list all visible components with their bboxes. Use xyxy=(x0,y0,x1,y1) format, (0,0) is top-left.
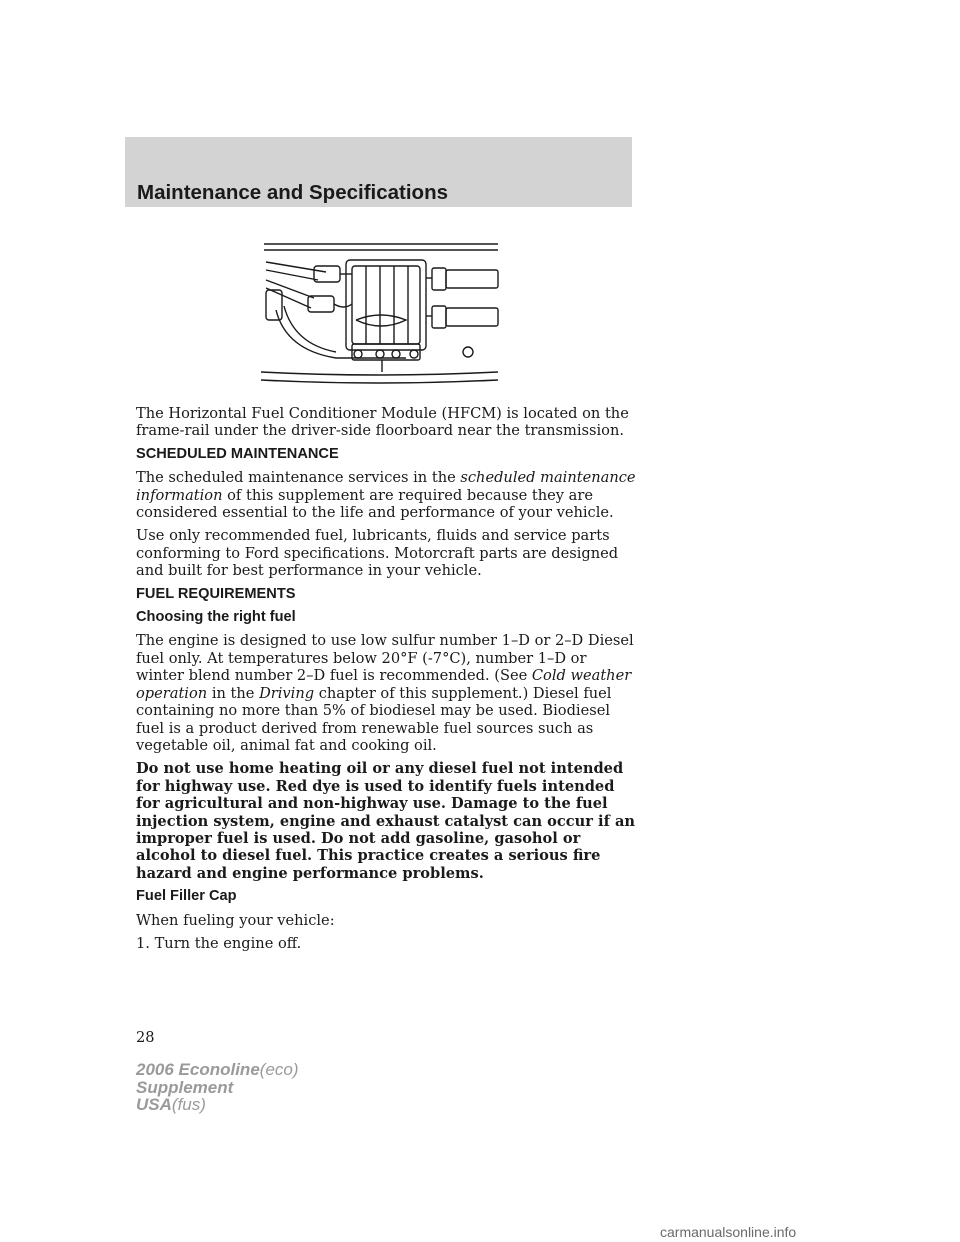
watermark: carmanualsonline.info xyxy=(660,1224,797,1240)
heading-choosing-fuel: Choosing the right fuel xyxy=(136,609,296,626)
footer-market: USA xyxy=(136,1095,172,1115)
footer-market-code: (fus) xyxy=(171,1095,206,1115)
text-run: chapter of this supplement.) Diesel fuel containing no more than 5% of biodiesel may be used. Biodiesel fuel is a product derived from renewable fuel sources such as vegetable oil, animal fat and cooking oil. xyxy=(136,684,612,754)
heading-fuel-requirements: FUEL REQUIREMENTS xyxy=(136,585,296,602)
emphasis-reference: scheduled maintenance information xyxy=(136,469,636,504)
text-run: The engine is designed to use low sulfur number 1–D or 2–D Diesel fuel only. At temperatures below 20°F (-7°C), number 1–D or winter blend number 2–D fuel is recommended. (See xyxy=(136,632,634,685)
footer-line-1 xyxy=(136,1061,299,1079)
page-number: 28 xyxy=(136,1029,155,1046)
section-title: Maintenance and Specifications xyxy=(137,181,448,204)
diesel-fuel-paragraph xyxy=(136,632,636,754)
fuel-warning: Do not use home heating oil or any diesel fuel not intended for highway use. Red dye is used to identify fuels intended for agricultural and non-highway use. Damage to the fuel injection system, engine and exhaust catalyst can occur if an improper fuel is used. Do not add gasoline, gasohol or alcohol to diesel fuel. This practice creates a serious fire hazard and engine performance problems. xyxy=(136,760,636,882)
footer-model-code: (eco) xyxy=(259,1060,299,1079)
footer-edition xyxy=(136,1061,299,1114)
body-text xyxy=(136,405,636,958)
emphasis-reference: Driving xyxy=(259,684,319,702)
recommended-parts-paragraph: Use only recommended fuel, lubricants, fluids and service parts conforming to Ford specifications. Motorcraft parts are designed and built for best performance in your vehicle. xyxy=(136,527,619,580)
text-run: The scheduled maintenance services in the xyxy=(136,469,456,487)
emphasis-reference: Cold weather operation xyxy=(136,667,632,702)
text-run: in the xyxy=(211,684,260,702)
hfcm-illustration xyxy=(256,240,501,386)
footer-model: 2006 Econoline xyxy=(136,1060,260,1079)
fueling-step-1: 1. Turn the engine off. xyxy=(136,934,302,952)
footer-line-3 xyxy=(136,1096,299,1114)
fueling-intro: When fueling your vehicle: xyxy=(136,911,335,929)
heading-fuel-filler-cap: Fuel Filler Cap xyxy=(136,888,237,905)
hfcm-location-paragraph: The Horizontal Fuel Conditioner Module (HFCM) is located on the frame-rail under the driver-side floorboard near the transmission. xyxy=(136,405,629,440)
text-run: of this supplement are required because they are considered essential to the life and performance of your vehicle. xyxy=(136,486,614,522)
footer-line-2: Supplement xyxy=(136,1077,234,1097)
heading-scheduled-maintenance: SCHEDULED MAINTENANCE xyxy=(136,445,339,462)
scheduled-maintenance-paragraph xyxy=(136,469,636,521)
